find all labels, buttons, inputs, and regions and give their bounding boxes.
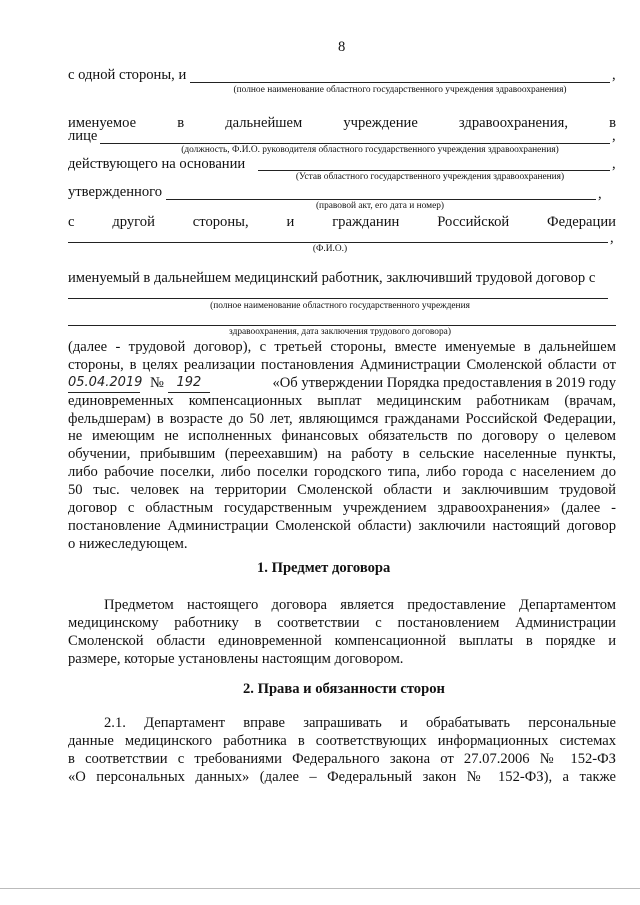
text-line: 2.1. Департамент вправе запрашивать и обрабатывать персональные [104,715,616,731]
word: другой [112,214,155,230]
handwritten-date: 05.04.2019 [68,374,140,393]
person-caption: (должность, Ф.И.О. руководителя областного государственного учреждения здравоохранения) [181,145,559,155]
word: именуемое [68,115,137,131]
text-line: о нижеследующем. [68,535,188,552]
word: учреждение [343,115,418,131]
word: Российской [437,214,510,230]
org-caption-2: здравоохранения, дата заключения трудового договора) [229,327,451,337]
named-line [68,114,616,132]
text-line: постановление Администрации Смоленской области) заключили настоящий договор [68,517,616,534]
comma: , [612,156,616,172]
text-line: медицинскому работнику в соответствии с постановлением Администрации [68,614,616,631]
comma: , [612,128,616,144]
section2-paragraph [68,715,616,787]
text-line: фельдшерам) в возрасте до 50 лет, являющимся гражданами Российской Федерации, [68,410,616,427]
text-line: обучении, прибывшим (переехавшим) на работу в сельские населенные пункты, [68,446,616,463]
approved-caption: (правовой акт, его дата и номер) [315,201,445,211]
person-blank [100,143,610,144]
fio-blank [68,242,608,243]
comma: , [610,230,614,246]
text-line: Смоленской области единовременной компенсационной выплаты в порядке и [68,632,616,649]
text-line: единовременных компенсационных выплат медицинским работникам (врачам, [68,392,616,409]
approved-blank [166,199,596,200]
text-line: данные медицинского работника в соответствующих информационных системах [68,732,616,749]
handwritten-number: 192 [168,374,210,393]
named-medic-line: именуемый в дальнейшем медицинский работник, заключивший трудовой договор с [68,270,596,286]
word: гражданин [332,214,400,230]
intro-paragraph [68,339,616,554]
word: в [609,115,616,131]
comma: , [598,186,602,202]
person-prefix: лице [68,128,98,144]
text-line: (далее - трудовой договор), с третьей стороны, вместе именуемые в дальнейшем [68,339,616,355]
text-line: «О персональных данных» (далее – Федеральный закон № 152-ФЗ), а также [68,768,616,785]
party2-line [68,213,616,231]
text-line: стороны, в целях реализации постановления Администрации Смоленской области от [68,356,616,373]
text-line: либо рабочие поселки, либо поселки городского типа, либо города с населением до [68,464,616,481]
section1-paragraph [68,597,616,669]
word: в [177,115,185,131]
text-line: в соответствии с требованиями Федерального закона от 27.07.2006 № 152-ФЗ [68,750,616,767]
org-name-blank [190,82,610,83]
text-line [68,375,616,393]
text-line: не имеющим не исполненных финансовых обязательств по договору о целевом [68,428,616,445]
basis-blank [258,170,610,171]
word: и [286,214,295,230]
word: с [68,214,75,230]
word: Федерации [547,214,616,230]
page-bottom-edge [0,888,640,889]
word: стороны, [192,214,249,230]
word: здравоохранения, [458,115,568,131]
party1-prefix: с одной стороны, и [68,67,187,83]
section1-heading: 1. Предмет договора [257,560,391,576]
comma: , [612,67,616,83]
org-name-caption: (полное наименование областного государственного учреждения здравоохранения) [233,85,567,95]
text-line: размере, которые установлены настоящим договором. [68,650,404,667]
page-number: 8 [338,39,346,55]
section2-heading: 2. Права и обязанности сторон [243,681,445,697]
text-line: 50 тыс. человек на территории Смоленской области и заключившим трудовой [68,482,616,499]
fio-caption: (Ф.И.О.) [312,244,348,254]
org-caption-1: (полное наименование областного государственного учреждения [210,301,470,311]
basis-caption: (Устав областного государственного учреждения здравоохранения) [295,172,565,182]
approved-prefix: утвержденного [68,184,163,200]
word: дальнейшем [225,115,303,131]
basis-prefix: действующего на основании [68,156,246,172]
text-line: договор с областным государственным учреждением здравоохранения» (далее - [68,500,616,517]
text-line-rest: «Об утверждении Порядка предоставления в 2019 году [272,374,616,391]
text-line: Предметом настоящего договора является предоставление Департаментом [104,597,616,613]
org-blank-1 [68,298,608,299]
number-sign: № [150,374,164,391]
org-blank-2 [68,325,616,326]
